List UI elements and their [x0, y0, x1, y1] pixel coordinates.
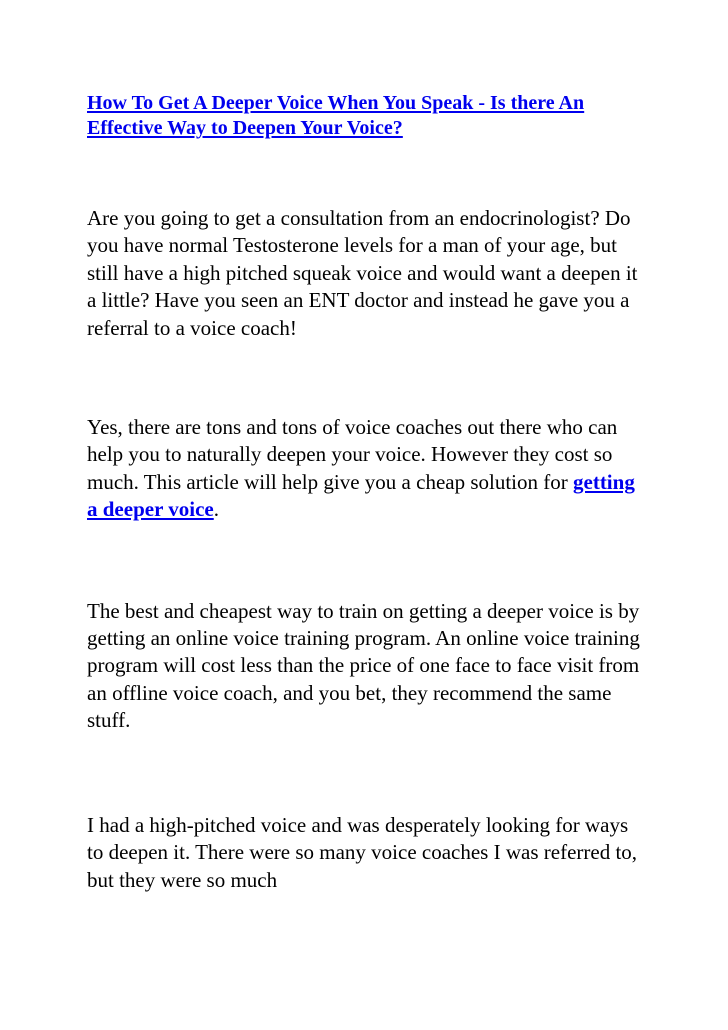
paragraph-2 [87, 414, 647, 524]
article-title-text[interactable]: How To Get A Deeper Voice When You Speak - Is there An Effective Way to Deepen Your Voice? [87, 92, 585, 139]
paragraph-2-text-before: Yes, there are tons and tons of voice coaches out there who can help you to naturally deepen your voice. However they cost so much. This article will help give you a cheap solution for [87, 415, 618, 494]
paragraph-1: Are you going to get a consultation from an endocrinologist? Do you have normal Testosterone levels for a man of your age, but still have a high pitched squeak voice and would want a deepen it a little? Have you seen an ENT doctor and instead he gave you a referral to a voice coach! [87, 206, 638, 340]
paragraph-3: The best and cheapest way to train on getting a deeper voice is by getting an online voice training program. An online voice training program will cost less than the price of one face to face visit from an offline voice coach, and you bet, they recommend the same stuff. [87, 598, 640, 733]
paragraph-4: I had a high-pitched voice and was desperately looking for ways to deepen it. There were so many voice coaches I was referred to, but they were so much [87, 812, 638, 892]
deeper-voice-link[interactable]: getting a deeper voice [87, 469, 635, 522]
paragraph-2-text-after: . [213, 497, 219, 522]
document-body [87, 91, 647, 894]
article-title-link[interactable] [87, 91, 647, 141]
